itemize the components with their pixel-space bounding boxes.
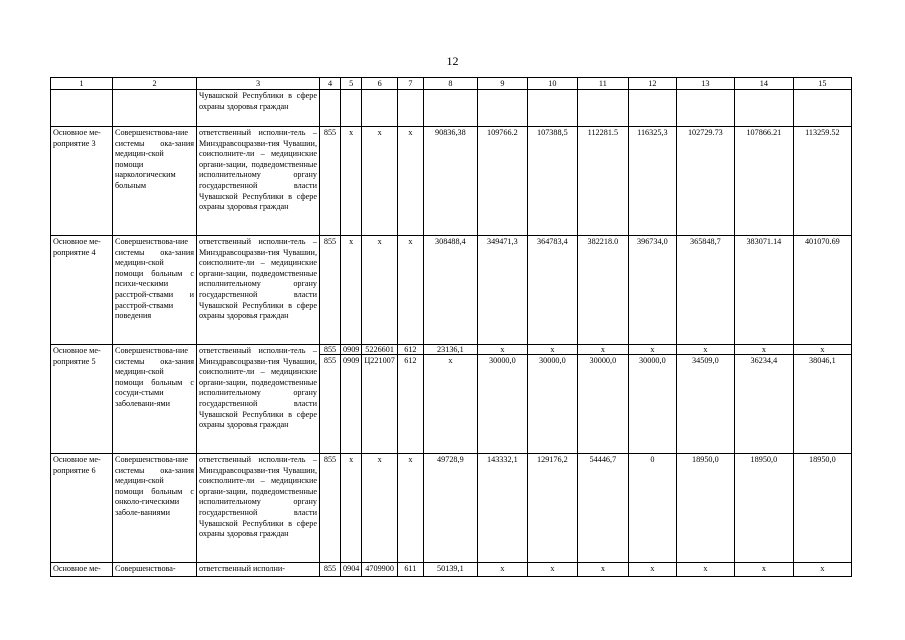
- cell-value: x: [362, 127, 397, 236]
- cell-value: 23136,1: [423, 345, 477, 355]
- page-number: 12: [446, 54, 459, 68]
- cell-value: 0909: [341, 345, 362, 355]
- cell-value: 54446,7: [577, 454, 628, 563]
- cell-value: 30000,0: [628, 355, 676, 454]
- cell-value: 107866.21: [734, 127, 793, 236]
- cell-value: x: [734, 563, 793, 577]
- cell-value: 36234,4: [734, 355, 793, 454]
- cell-value: Ц221007: [362, 355, 397, 454]
- table-row: [51, 454, 852, 563]
- cell-description: Совершенствова-: [113, 563, 197, 577]
- cell-value: x: [577, 345, 628, 355]
- cell-executor: ответственный исполни-тель – Минздравсоцразви-тия Чувашии, соисполните-ли – медицинские органи-зации, подведомственные исполнительному органу государственной власти Чувашской Республики в сфере охраны здоровья граждан: [197, 236, 320, 345]
- cell-empty: [676, 90, 734, 127]
- cell-value: 18950,0: [734, 454, 793, 563]
- cell-value: x: [477, 345, 527, 355]
- cell-empty: [51, 90, 113, 127]
- column-header: 10: [527, 78, 577, 90]
- cell-value: 50139,1: [423, 563, 477, 577]
- cell-value: 38046,1: [793, 355, 851, 454]
- column-header: 3: [197, 78, 320, 90]
- cell-executor: ответственный исполни-тель – Минздравсоцразви-тия Чувашии, соисполните-ли – медицинские органи-зации, подведомственные исполнительному органу государственной власти Чувашской Республики в сфере охраны здоровья граждан: [197, 345, 320, 454]
- cell-value: x: [734, 345, 793, 355]
- cell-value: 401070.69: [793, 236, 851, 345]
- cell-value: x: [341, 454, 362, 563]
- cell-value: 30000,0: [577, 355, 628, 454]
- cell-value: 102729.73: [676, 127, 734, 236]
- cell-value: x: [793, 345, 851, 355]
- cell-activity: Основное ме-роприятие 3: [51, 127, 113, 236]
- cell-description: Совершенствова-ние системы ока-зания медицин-ской помощи больным с сосуди-стыми заболевани-ями: [113, 345, 197, 454]
- table-body: [51, 78, 852, 577]
- cell-value: 143332,1: [477, 454, 527, 563]
- cell-description: Совершенствова-ние системы ока-зания медицин-ской помощи наркологическим больным: [113, 127, 197, 236]
- cell-value: x: [527, 563, 577, 577]
- cell-value: 349471,3: [477, 236, 527, 345]
- column-header: 4: [320, 78, 341, 90]
- cell-value: x: [577, 563, 628, 577]
- cell-value: 5226601: [362, 345, 397, 355]
- cell-value: 129176,2: [527, 454, 577, 563]
- cell-value: x: [793, 563, 851, 577]
- cell-empty: [577, 90, 628, 127]
- cell-value: x: [676, 345, 734, 355]
- cell-executor: ответственный исполни-тель – Минздравсоцразви-тия Чувашии, соисполните-ли – медицинские органи-зации, подведомственные исполнительному органу государственной власти Чувашской Республики в сфере охраны здоровья граждан: [197, 127, 320, 236]
- column-header: 11: [577, 78, 628, 90]
- cell-value: 49728,9: [423, 454, 477, 563]
- cell-value: 855: [320, 454, 341, 563]
- cell-value: x: [628, 563, 676, 577]
- cell-empty: [793, 90, 851, 127]
- cell-activity: Основное ме-роприятие 6: [51, 454, 113, 563]
- cell-value: x: [362, 236, 397, 345]
- cell-description: Совершенствова-ние системы ока-зания медицин-ской помощи больным с психи-ческими расстрой-ствами и расстрой-ствами поведения: [113, 236, 197, 345]
- cell-value: 109766.2: [477, 127, 527, 236]
- cell-value: 18950,0: [676, 454, 734, 563]
- cell-empty: [628, 90, 676, 127]
- cell-value: 0909: [341, 355, 362, 454]
- cell-value: x: [423, 355, 477, 454]
- cell-value: 612: [397, 345, 423, 355]
- cell-value: 364783,4: [527, 236, 577, 345]
- column-header: 14: [734, 78, 793, 90]
- column-header: 9: [477, 78, 527, 90]
- cell-value: 30000,0: [527, 355, 577, 454]
- cell-activity: Основное ме-роприятие 4: [51, 236, 113, 345]
- cell-activity: Основное ме-роприятие 5: [51, 345, 113, 454]
- cell-empty: [477, 90, 527, 127]
- table-row: [51, 345, 852, 355]
- cell-empty: [734, 90, 793, 127]
- table-row: [51, 563, 852, 577]
- cell-value: 365848,7: [676, 236, 734, 345]
- cell-value: x: [397, 454, 423, 563]
- column-header: 2: [113, 78, 197, 90]
- cell-value: x: [676, 563, 734, 577]
- table-row: [51, 127, 852, 236]
- cell-value: 4709900: [362, 563, 397, 577]
- cell-value: 90836,38: [423, 127, 477, 236]
- cell-value: x: [397, 236, 423, 345]
- cell-value: 855: [320, 236, 341, 345]
- cell-value: 611: [397, 563, 423, 577]
- cell-value: 855: [320, 345, 341, 355]
- cell-value: 855: [320, 355, 341, 454]
- cell-value: 34509,0: [676, 355, 734, 454]
- table-row: [51, 236, 852, 345]
- column-header: 5: [341, 78, 362, 90]
- continuation-row: [51, 90, 852, 127]
- header-row: [51, 78, 852, 90]
- column-header: 7: [397, 78, 423, 90]
- column-header: 6: [362, 78, 397, 90]
- cell-empty: [113, 90, 197, 127]
- cell-executor: ответственный исполни-тель – Минздравсоцразви-тия Чувашии, соисполните-ли – медицинские органи-зации, подведомственные исполнительному органу государственной власти Чувашской Республики в сфере охраны здоровья граждан: [197, 454, 320, 563]
- budget-table: [50, 77, 852, 577]
- column-header: 15: [793, 78, 851, 90]
- cell-empty: [362, 90, 397, 127]
- cell-value: 855: [320, 127, 341, 236]
- cell-value: 0904: [341, 563, 362, 577]
- cell-executor: ответственный исполни-: [197, 563, 320, 577]
- cell-value: x: [527, 345, 577, 355]
- cell-value: 308488,4: [423, 236, 477, 345]
- cell-activity: Основное ме-: [51, 563, 113, 577]
- cell-empty: [397, 90, 423, 127]
- cell-empty: [527, 90, 577, 127]
- cell-value: 112281.5: [577, 127, 628, 236]
- cell-value: 383071.14: [734, 236, 793, 345]
- cell-empty: [341, 90, 362, 127]
- cell-empty: [423, 90, 477, 127]
- cell-description: Совершенствова-ние системы ока-зания медицин-ской помощи больным с онколо-гическими заболе-ваниями: [113, 454, 197, 563]
- column-header: 13: [676, 78, 734, 90]
- cell-value: 855: [320, 563, 341, 577]
- cell-executor: Чувашской Республики в сфере охраны здоровья граждан: [197, 90, 320, 127]
- cell-value: x: [628, 345, 676, 355]
- cell-value: x: [397, 127, 423, 236]
- cell-value: x: [341, 127, 362, 236]
- cell-value: 113259.52: [793, 127, 851, 236]
- column-header: 8: [423, 78, 477, 90]
- cell-empty: [320, 90, 341, 127]
- cell-value: x: [477, 563, 527, 577]
- column-header: 12: [628, 78, 676, 90]
- cell-value: 18950,0: [793, 454, 851, 563]
- column-header: 1: [51, 78, 113, 90]
- cell-value: 396734,0: [628, 236, 676, 345]
- cell-value: x: [362, 454, 397, 563]
- cell-value: 0: [628, 454, 676, 563]
- cell-value: 612: [397, 355, 423, 454]
- cell-value: 382218.0: [577, 236, 628, 345]
- cell-value: 107388,5: [527, 127, 577, 236]
- cell-value: 116325,3: [628, 127, 676, 236]
- cell-value: x: [341, 236, 362, 345]
- cell-value: 30000,0: [477, 355, 527, 454]
